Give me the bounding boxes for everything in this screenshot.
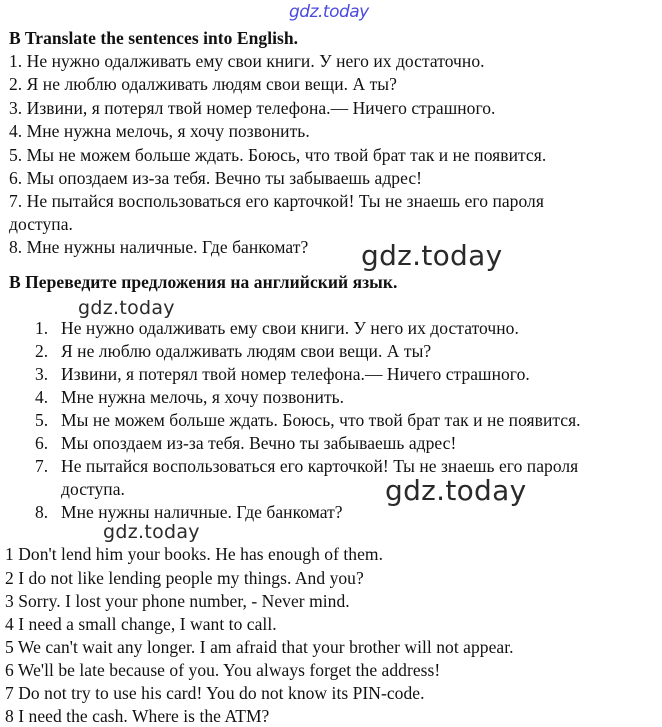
answer-line: 4 I need a small change, I want to call. (5, 614, 277, 634)
section-b-item (35, 317, 519, 339)
section-b-item-text: Извини, я потерял твой номер телефона.— Ничего страшного. (61, 364, 530, 384)
section-b-item-number: 7. (35, 456, 49, 476)
section-a-heading: B Translate the sentences into English. (9, 28, 299, 48)
section-b-item-text: Мы не можем больше ждать. Боюсь, что твой брат так и не появится. (61, 410, 581, 430)
section-b-item (35, 409, 581, 431)
section-a-item: 2. Я не люблю одалживать людям свои вещи. А ты? (9, 74, 397, 94)
watermark-list-right: gdz.today (385, 474, 527, 507)
section-a-item: 5. Мы не можем больше ждать. Боюсь, что твой брат так и не появится. (9, 145, 547, 165)
section-b-item-text: Не нужно одалживать ему свои книги. У него их достаточно. (61, 318, 519, 338)
section-b-item-number: 1. (35, 318, 49, 338)
watermark-section-b-left: gdz.today (78, 297, 175, 319)
section-a-item: 8. Мне нужны наличные. Где банкомат? (9, 237, 309, 257)
section-b-item-number: 5. (35, 410, 49, 430)
answer-line: 3 Sorry. I lost your phone number, - Never mind. (5, 591, 350, 611)
section-b-item (35, 363, 530, 385)
section-b-item-text: Мне нужны наличные. Где банкомат? (61, 502, 343, 522)
watermark-mid-right: gdz.today (361, 239, 503, 272)
answer-line: 2 I do not like lending people my things. And you? (5, 568, 364, 588)
section-b-item (35, 340, 431, 362)
section-a-item: доступа. (9, 214, 73, 234)
section-b-item-number: 6. (35, 433, 49, 453)
answer-line: 1 Don't lend him your books. He has enough of them. (5, 544, 384, 564)
section-b-item-number: 3. (35, 364, 49, 384)
section-b-item-number: 2. (35, 341, 49, 361)
watermark-top: gdz.today (289, 2, 369, 22)
section-a-item: 4. Мне нужна мелочь, я хочу позвонить. (9, 121, 310, 141)
section-a-item: 7. Не пытайся воспользоваться его карточкой! Ты не знаешь его пароля (9, 191, 544, 211)
section-b-item (35, 455, 578, 477)
section-b-heading: B Переведите предложения на английский язык. (9, 272, 398, 292)
section-b-item-text: Я не люблю одалживать людям свои вещи. А ты? (61, 341, 432, 361)
section-b-item-text: Мы опоздаем из-за тебя. Вечно ты забываешь адрес! (61, 433, 457, 453)
section-b-item (35, 432, 456, 454)
section-b-item-text: доступа. (61, 479, 125, 499)
section-a-item: 3. Извини, я потерял твой номер телефона.— Ничего страшного. (9, 98, 496, 118)
section-b-item (35, 386, 344, 408)
section-a-item: 6. Мы опоздаем из-за тебя. Вечно ты забываешь адрес! (9, 168, 423, 188)
section-b-item-number: 8. (35, 502, 49, 522)
section-b-item-text: Мне нужна мелочь, я хочу позвонить. (61, 387, 345, 407)
section-b-item (35, 478, 125, 500)
answer-line: 6 We'll be late because of you. You always forget the address! (5, 660, 441, 680)
section-a-item: 1. Не нужно одалживать ему свои книги. У него их достаточно. (9, 51, 485, 71)
section-b-item (35, 501, 343, 523)
watermark-answers-left: gdz.today (103, 521, 200, 543)
section-b-item-text: Не пытайся воспользоваться его карточкой! Ты не знаешь его пароля (61, 456, 579, 476)
answer-line: 8 I need the cash. Where is the ATM? (5, 706, 270, 726)
section-b-item-number: 4. (35, 387, 49, 407)
answer-line: 7 Do not try to use his card! You do not know its PIN-code. (5, 683, 425, 703)
answer-line: 5 We can't wait any longer. I am afraid that your brother will not appear. (5, 637, 514, 657)
